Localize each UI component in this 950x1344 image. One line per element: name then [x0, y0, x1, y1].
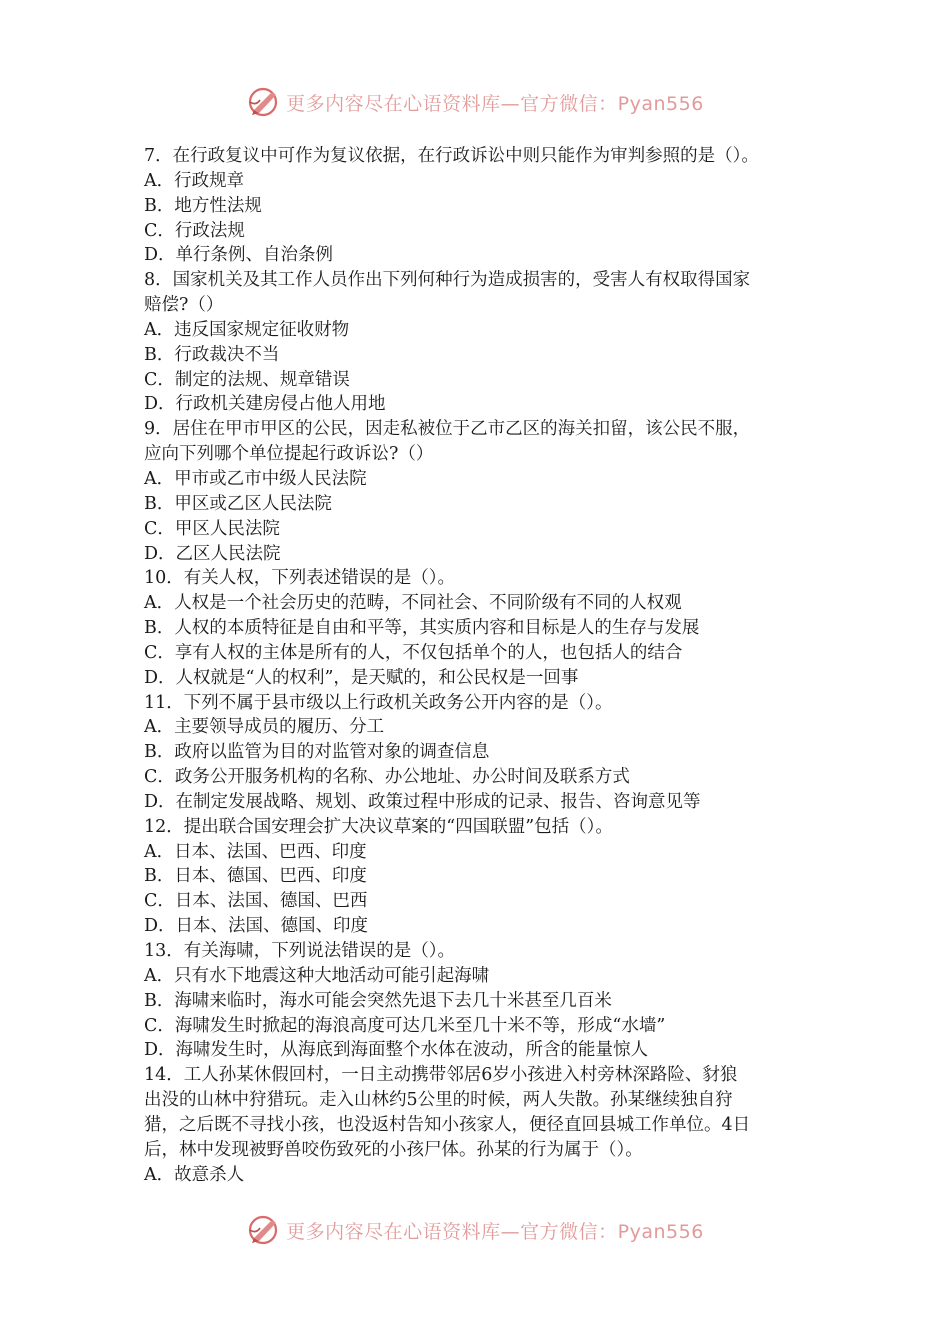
- text-line: B．行政裁决不当: [144, 344, 280, 365]
- text-line: C．享有人权的主体是所有的人，不仅包括单个的人，也包括人的结合: [144, 642, 683, 663]
- text-line: A．人权是一个社会历史的范畴，不同社会、不同阶级有不同的人权观: [144, 593, 682, 614]
- text-line: 13．有关海啸，下列说法错误的是（）。: [144, 941, 456, 961]
- text-line: B．甲区或乙区人民法院: [144, 493, 332, 514]
- text-line: B．政府以监管为目的对监管对象的调查信息: [144, 742, 490, 763]
- text-line: C．行政法规: [144, 220, 245, 241]
- text-line: C．政务公开服务机构的名称、办公地址、办公时间及联系方式: [144, 767, 630, 788]
- pen-logo-icon: [246, 84, 282, 120]
- footer-watermark: [0, 1210, 950, 1250]
- text-line: 出没的山林中狩猎玩。走入山林约5公里的时候，两人失散。孙某继续独自狩: [144, 1090, 733, 1111]
- text-line: 12．提出联合国安理会扩大决议草案的“四国联盟”包括（）。: [144, 816, 613, 837]
- header-watermark-text: 更多内容尽在心语资料库—官方微信：Pyan556: [286, 92, 704, 115]
- text-line: 赔偿?（）: [144, 295, 224, 316]
- text-line: D．人权就是“人的权利”，是天赋的，和公民权是一回事: [144, 667, 579, 688]
- text-line: B．人权的本质特征是自由和平等，其实质内容和目标是人的生存与发展: [144, 618, 700, 639]
- text-line: A．主要领导成员的履历、分工: [144, 717, 385, 738]
- text-line: A．甲市或乙市中级人民法院: [144, 468, 367, 489]
- text-line: B．日本、德国、巴西、印度: [144, 866, 367, 887]
- text-line: C．海啸发生时掀起的海浪高度可达几米至几十米不等，形成“水墙”: [144, 1015, 666, 1036]
- text-line: C．日本、法国、德国、巴西: [144, 891, 368, 912]
- text-line: 猎，之后既不寻找小孩，也没返村告知小孩家人，便径直回县城工作单位。4日: [144, 1114, 751, 1135]
- text-line: C．甲区人民法院: [144, 518, 280, 539]
- text-line: 10．有关人权，下列表述错误的是（）。: [144, 568, 456, 589]
- text-line: D．单行条例、自治条例: [144, 245, 334, 266]
- text-line: A．只有水下地震这种大地活动可能引起海啸: [144, 965, 490, 986]
- text-line: A．行政规章: [144, 170, 245, 191]
- text-line: B．海啸来临时，海水可能会突然先退下去几十米甚至几百米: [144, 990, 612, 1011]
- text-line: 8．国家机关及其工作人员作出下列何种行为造成损害的，受害人有权取得国家: [144, 270, 751, 291]
- text-line: 应向下列哪个单位提起行政诉讼?（）: [144, 444, 434, 465]
- text-line: A．日本、法国、巴西、印度: [144, 841, 367, 862]
- text-line: D．乙区人民法院: [144, 543, 281, 564]
- footer-watermark-text: 更多内容尽在心语资料库—官方微信：Pyan556: [286, 1220, 704, 1243]
- text-line: A．故意杀人: [144, 1164, 245, 1185]
- pen-logo-icon: [246, 1212, 282, 1248]
- text-line: 9．居住在甲市甲区的公民，因走私被位于乙市乙区的海关扣留，该公民不服，: [144, 419, 751, 440]
- text-line: 14．工人孙某休假回村，一日主动携带邻居6岁小孩进入村旁林深路险、豺狼: [144, 1065, 738, 1086]
- text-line: A．违反国家规定征收财物: [144, 319, 350, 340]
- text-line: 11．下列不属于县市级以上行政机关政务公开内容的是（）。: [144, 692, 613, 713]
- question-list: [144, 144, 810, 1187]
- text-line: B．地方性法规: [144, 195, 262, 216]
- text-line: D．日本、法国、德国、印度: [144, 916, 369, 937]
- text-line: C．制定的法规、规章错误: [144, 369, 350, 390]
- text-line: 后，林中发现被野兽咬伤致死的小孩尸体。孙某的行为属于（）。: [144, 1139, 643, 1160]
- text-line: D．海啸发生时，从海底到海面整个水体在波动，所含的能量惊人: [144, 1040, 649, 1061]
- text-line: 7．在行政复议中可作为复议依据，在行政诉讼中则只能作为审判参照的是（）。: [144, 146, 759, 166]
- text-line: D．行政机关建房侵占他人用地: [144, 394, 386, 415]
- text-line: D．在制定发展战略、规划、政策过程中形成的记录、报告、咨询意见等: [144, 791, 701, 812]
- header-watermark: [0, 82, 950, 122]
